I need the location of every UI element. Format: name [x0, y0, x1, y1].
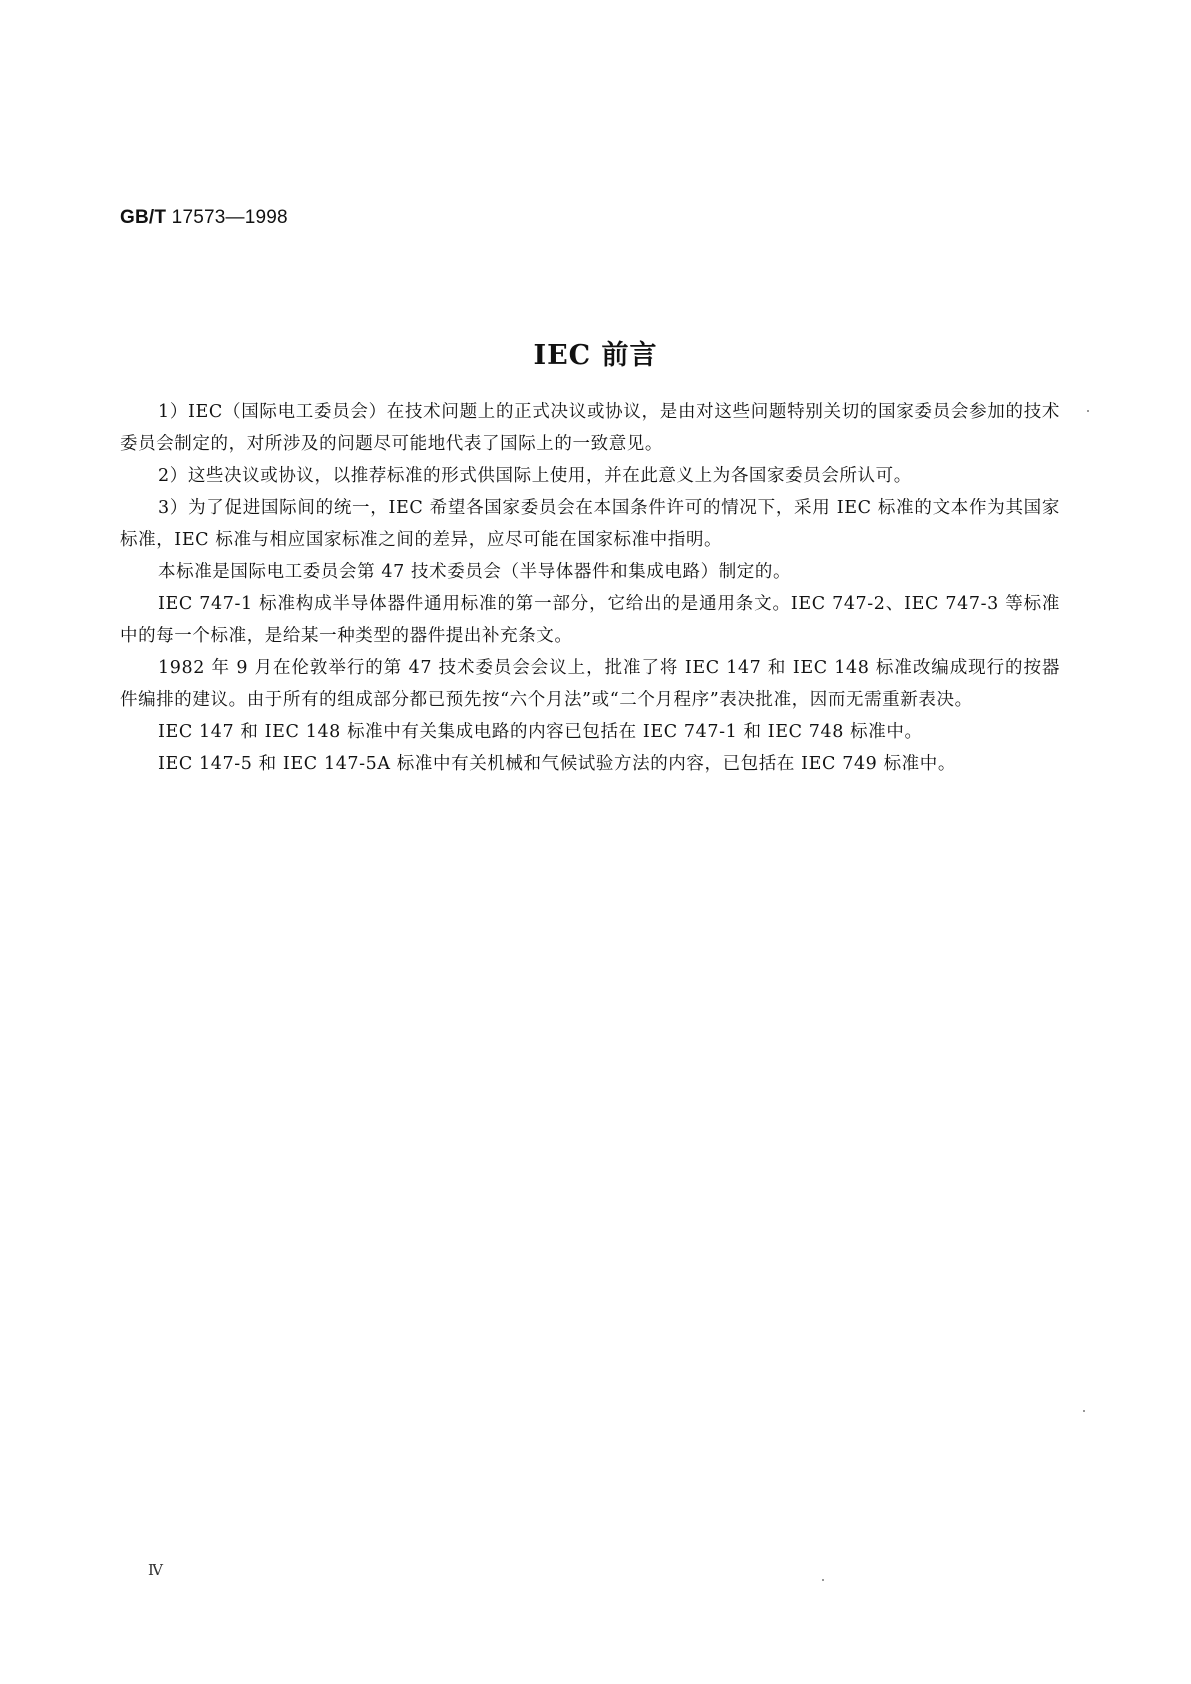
page-title: IEC 前言: [533, 340, 658, 371]
scan-speck: [1087, 410, 1089, 412]
paragraph-2: 2）这些决议或协议，以推荐标准的形式供国际上使用，并在此意义上为各国家委员会所认可。: [158, 466, 912, 486]
document-body: [120, 396, 1060, 780]
paragraph-5: IEC 747-1 标准构成半导体器件通用标准的第一部分，它给出的是通用条文。IEC 747-2、IEC 747-3 等标准中的每一个标准，是给某一种类型的器件提出补充条文。: [120, 594, 1060, 646]
paragraph-1: 1）IEC（国际电工委员会）在技术问题上的正式决议或协议，是由对这些问题特别关切的国家委员会参加的技术委员会制定的，对所涉及的问题尽可能地代表了国际上的一致意见。: [120, 402, 1060, 454]
scan-speck: [822, 1579, 824, 1581]
paragraph-6: 1982 年 9 月在伦敦举行的第 47 技术委员会会议上，批准了将 IEC 147 和 IEC 148 标准改编成现行的按器件编排的建议。由于所有的组成部分都已预先按“六个月法”或“二个月程序”表决批准，因而无需重新表决。: [120, 658, 1060, 710]
paragraph-7: IEC 147 和 IEC 148 标准中有关集成电路的内容已包括在 IEC 747-1 和 IEC 748 标准中。: [158, 722, 923, 742]
paragraph-4: 本标准是国际电工委员会第 47 技术委员会（半导体器件和集成电路）制定的。: [158, 562, 792, 582]
page-number: Ⅳ: [148, 1561, 163, 1579]
scan-speck: [1083, 1410, 1085, 1412]
standard-code: [120, 207, 288, 229]
standard-prefix: GB/T: [120, 207, 167, 228]
paragraph-3: 3）为了促进国际间的统一，IEC 希望各国家委员会在本国条件许可的情况下，采用 IEC 标准的文本作为其国家标准，IEC 标准与相应国家标准之间的差异，应尽可能在国家标准中指明。: [120, 498, 1060, 550]
paragraph-8: IEC 147-5 和 IEC 147-5A 标准中有关机械和气候试验方法的内容，已包括在 IEC 749 标准中。: [158, 754, 956, 774]
standard-number: 17573—1998: [171, 207, 288, 228]
